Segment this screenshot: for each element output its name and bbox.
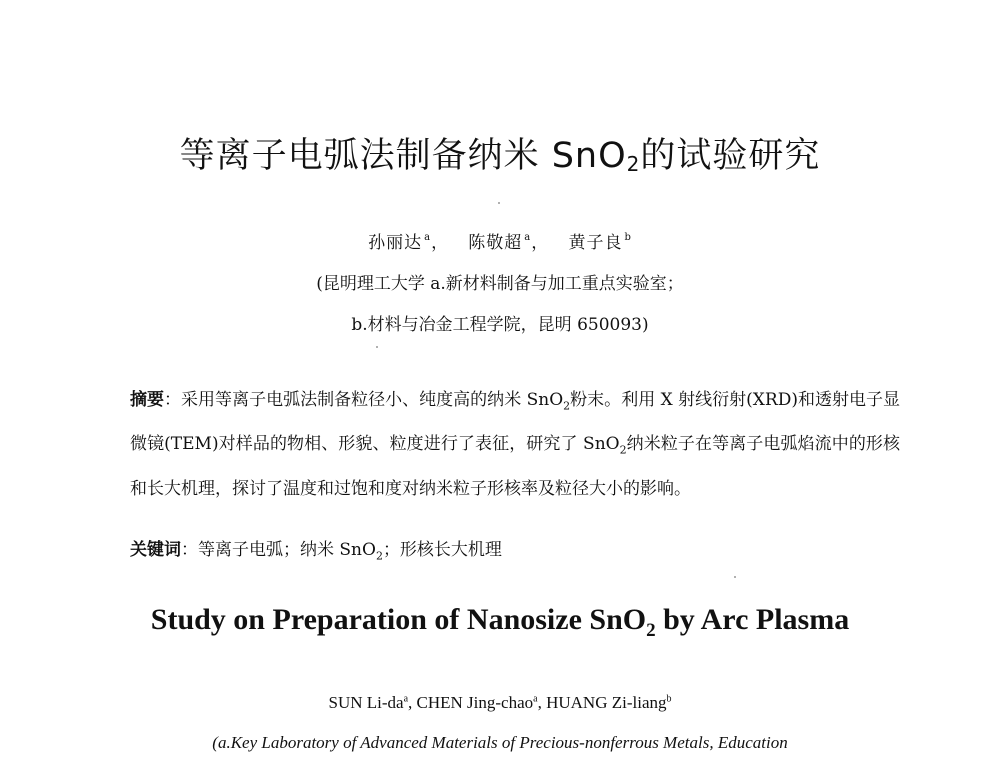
chinese-keywords (130, 535, 502, 562)
abstract-subscript: 2 (563, 399, 571, 413)
author-affiliation-mark: a (424, 232, 432, 243)
abstract-subscript: 2 (619, 443, 627, 457)
scan-speck (498, 202, 500, 204)
chinese-affiliation-line-2: b.材料与冶金工程学院，昆明 650093) (351, 315, 649, 335)
english-title-text: Study on Preparation of Nanosize SnO (150, 603, 647, 636)
author-affiliation-mark: b (666, 693, 672, 705)
author-affiliation-mark: a (403, 693, 409, 705)
author-name: 黄子良 (568, 233, 623, 253)
author-name: 孙丽达 (368, 233, 423, 253)
english-title-suffix: by Arc Plasma (655, 603, 850, 636)
author-affiliation-mark: a (533, 693, 538, 705)
author-separator: ， (431, 233, 450, 253)
scan-speck (734, 576, 736, 578)
english-title-subscript: 2 (646, 620, 656, 641)
chinese-title-text: 等离子电弧法制备纳米 SnO (179, 136, 627, 176)
chinese-title (0, 128, 1000, 178)
abstract-text: 粉末。利用 X 射线衍射(XRD)和透射电子显微镜(TEM)对样品的物相、形貌、粒度进行了表征，研究了 SnO (130, 390, 901, 455)
scan-speck (376, 346, 378, 348)
keywords-text: ：等离子电弧；纳米 SnO (181, 540, 376, 560)
abstract-text: 纳米粒子在等离子电弧焰流中的形核和长大机理，探讨了温度和过饱和度对纳米粒子形核率及粒径大小的影响。 (130, 434, 900, 499)
author-name: 陈敬超 (468, 233, 523, 253)
author-affiliation-mark: b (624, 232, 632, 243)
chinese-authors (0, 228, 1000, 253)
keywords-subscript: 2 (375, 549, 383, 563)
keywords-text: ；形核长大机理 (382, 540, 502, 560)
author-name: SUN Li-da (328, 693, 404, 712)
abstract-text: ：采用等离子电弧法制备粒径小、纯度高的纳米 SnO (164, 390, 564, 410)
chinese-title-subscript: 2 (626, 152, 641, 176)
english-title (0, 603, 1000, 642)
abstract-label: 摘要 (130, 390, 165, 410)
chinese-title-suffix: 的试验研究 (640, 136, 821, 176)
author-name: , HUANG Zi-liang (537, 693, 667, 712)
author-separator: ， (531, 233, 550, 253)
chinese-affiliation-line-1: (昆明理工大学 a.新材料制备与加工重点实验室； (316, 274, 684, 294)
author-affiliation-mark: a (524, 232, 532, 243)
chinese-abstract (130, 381, 900, 509)
keywords-label: 关键词 (130, 540, 181, 560)
author-name: , CHEN Jing-chao (408, 693, 534, 712)
english-authors (0, 693, 1000, 713)
english-affiliation: (a.Key Laboratory of Advanced Materials of Precious-nonferrous Metals, Education (212, 733, 788, 752)
